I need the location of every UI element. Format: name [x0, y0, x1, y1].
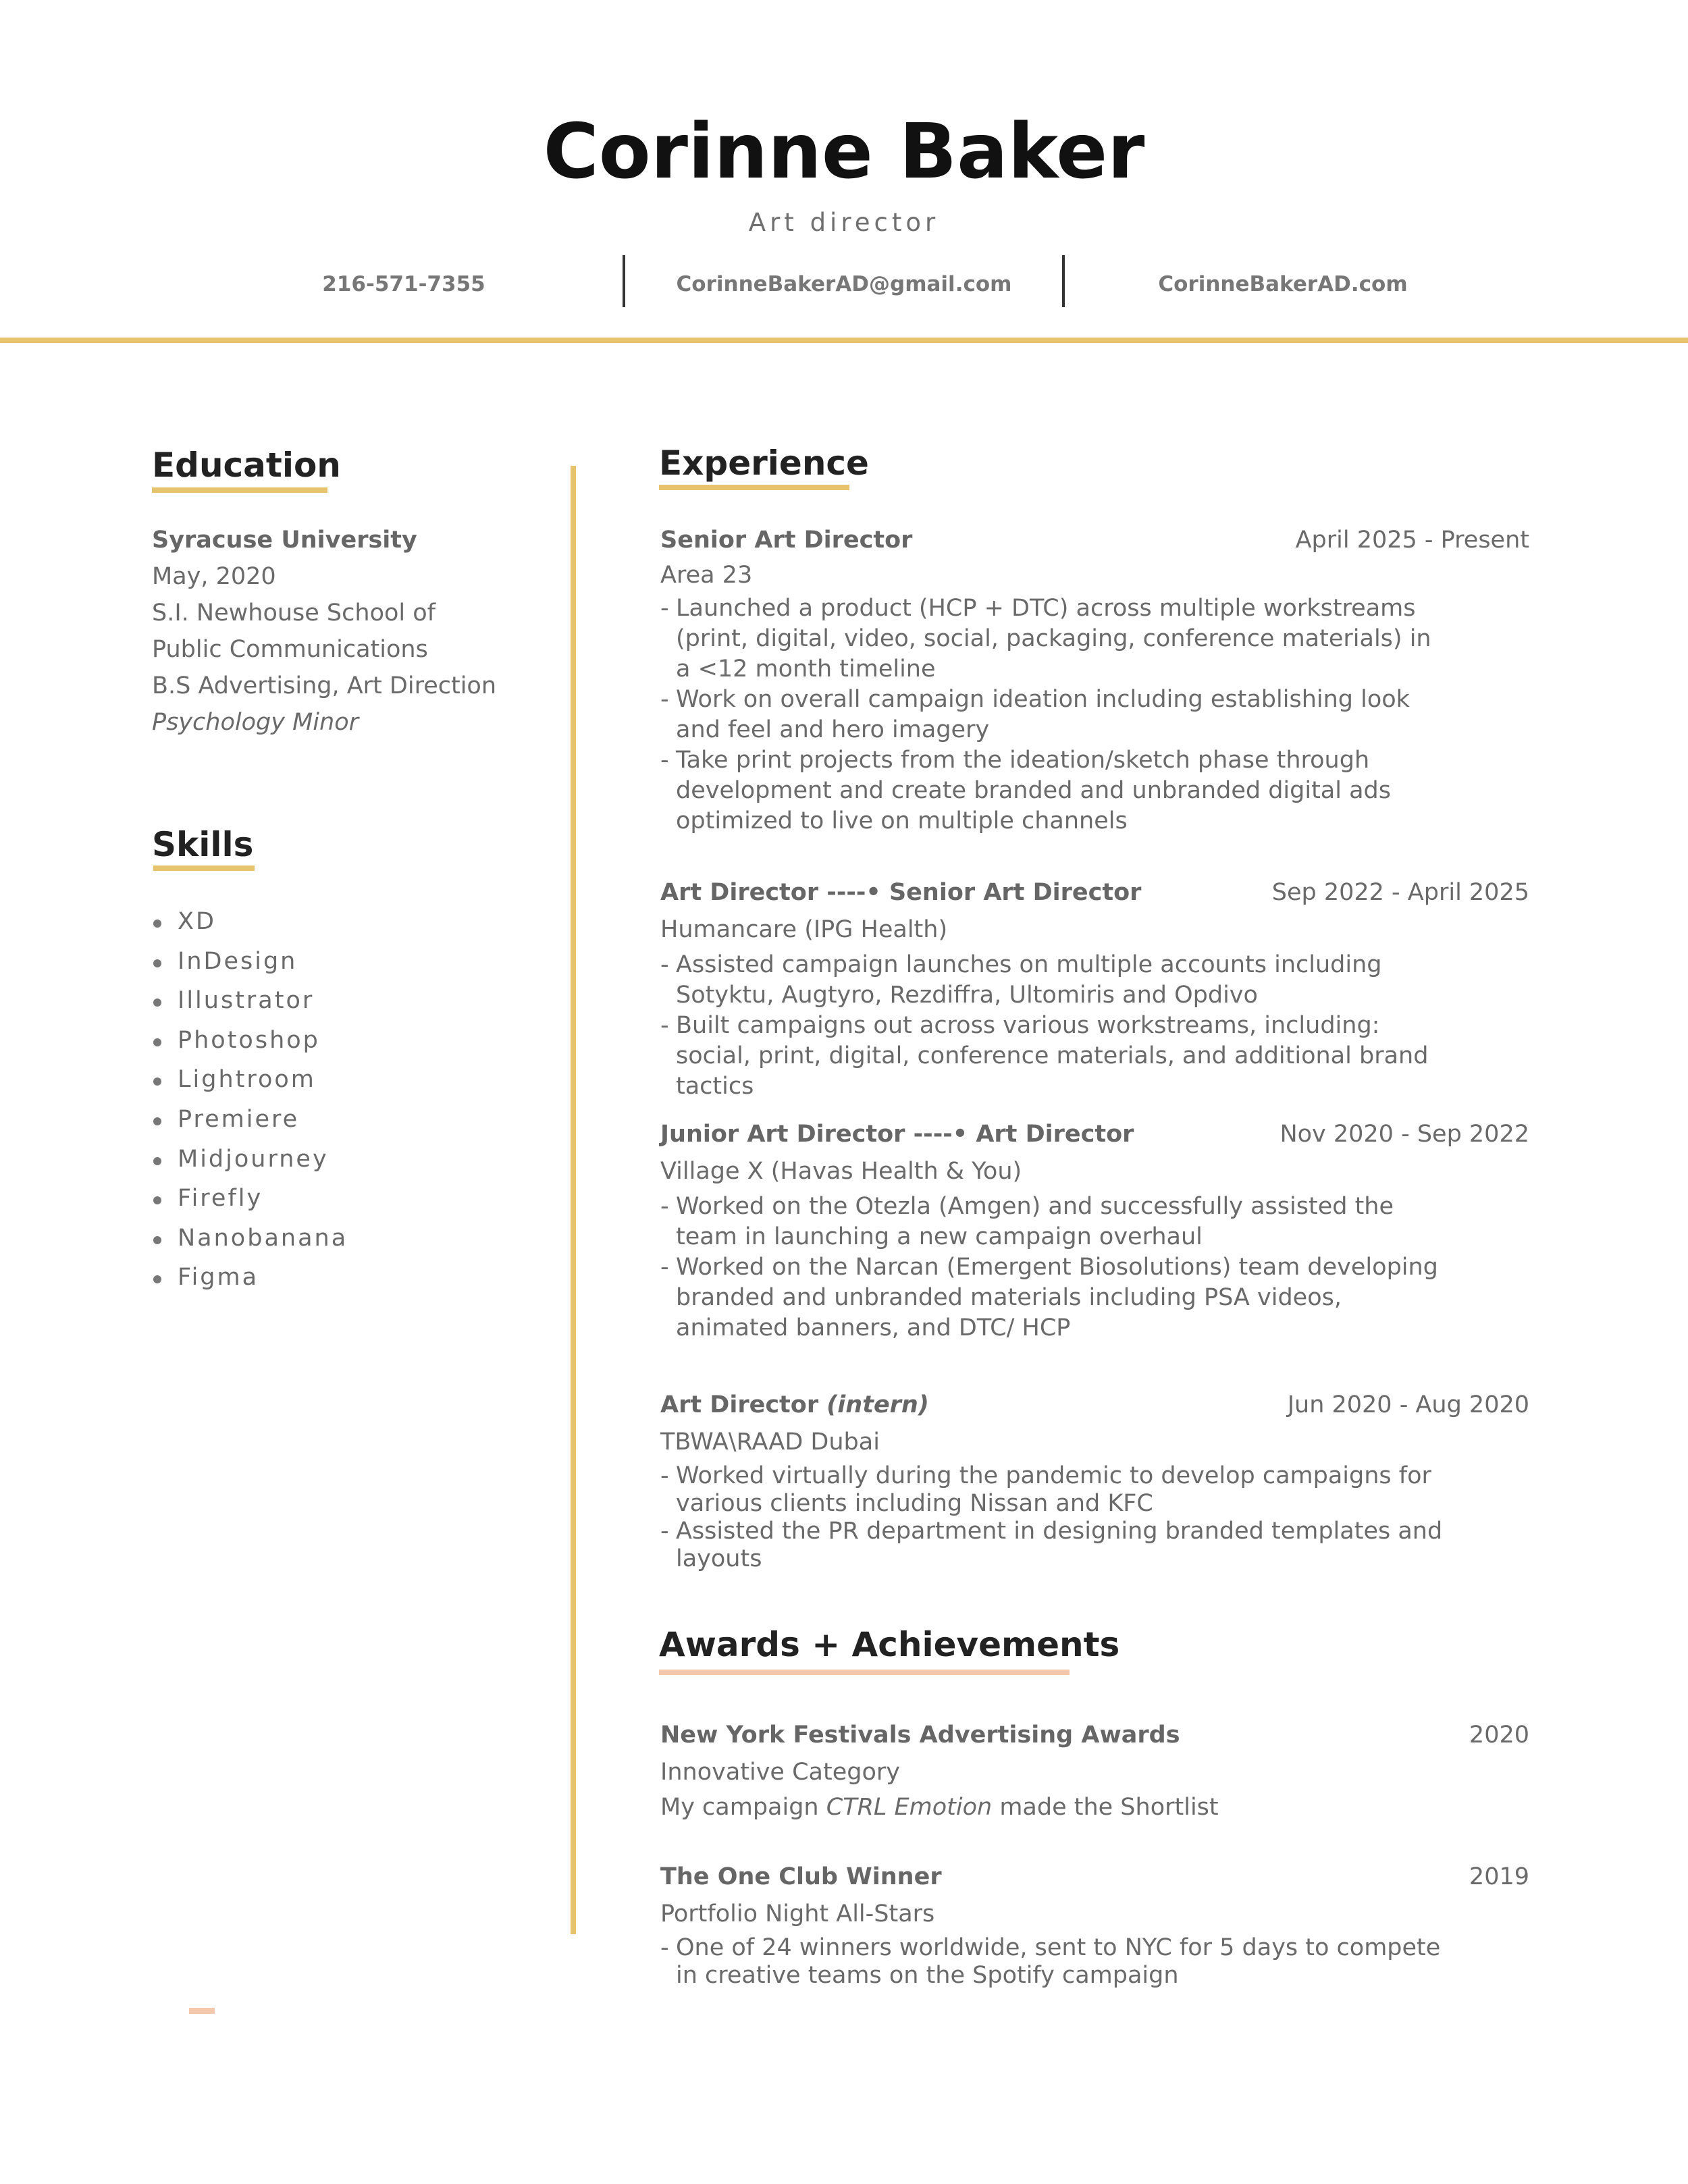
column-divider: [571, 466, 576, 1934]
company-name: Village X (Havas Health & You): [660, 1158, 1022, 1185]
skill-item: Premiere: [152, 1100, 348, 1140]
job-bullets: [660, 1462, 1529, 1573]
job-title-from: Art Director: [660, 879, 819, 906]
job-bullet: - Take print projects from the ideation/sketch phase through development and create branded and unbranded digital ads optimized to live on multiple channels: [660, 745, 1452, 836]
job-title: Senior Art Director: [660, 527, 913, 554]
college-name-line2: Public Communications: [152, 636, 428, 663]
heading-underline: [152, 487, 327, 493]
heading-underline: [153, 865, 255, 871]
award-entry: [660, 1718, 1529, 1822]
award-category: Innovative Category: [660, 1759, 900, 1786]
contact-divider: [1062, 255, 1065, 307]
job-title-from: Junior Art Director: [660, 1121, 905, 1148]
job-entry: [660, 1388, 1529, 1573]
job-bullets: [660, 950, 1529, 1102]
decorative-dash: [189, 2008, 215, 2014]
skill-item: Nanobanana: [152, 1219, 348, 1258]
job-dates: April 2025 - Present: [1295, 527, 1529, 554]
promotion-arrow: ----•: [913, 1121, 968, 1148]
heading-underline: [659, 485, 849, 490]
graduation-date: May, 2020: [152, 563, 276, 590]
skill-item: Illustrator: [152, 981, 348, 1021]
award-year: 2020: [1469, 1722, 1529, 1749]
education-heading: Education: [152, 446, 341, 485]
job-role: Art director: [748, 208, 940, 237]
header-rule: [0, 338, 1688, 343]
award-category: Portfolio Night All-Stars: [660, 1900, 935, 1927]
award-year: 2019: [1469, 1863, 1529, 1890]
promotion-arrow: ----•: [826, 879, 881, 906]
job-dates: Sep 2022 - April 2025: [1271, 879, 1529, 906]
job-title-suffix: (intern): [826, 1391, 929, 1418]
job-bullet: - Worked virtually during the pandemic to develop campaigns for various clients including Nissan and KFC: [660, 1462, 1452, 1518]
award-bullet: - One of 24 winners worldwide, sent to NYC for 5 days to compete in creative teams on the Spotify campaign: [660, 1934, 1452, 1990]
skill-item: Lightroom: [152, 1060, 348, 1100]
job-bullet: - Work on overall campaign ideation including establishing look and feel and hero imagery: [660, 685, 1452, 745]
job-bullets: [660, 593, 1529, 836]
job-dates: Jun 2020 - Aug 2020: [1287, 1391, 1529, 1418]
award-bullets: [660, 1934, 1529, 1990]
job-bullets: [660, 1192, 1529, 1343]
college-name-line1: S.I. Newhouse School of: [152, 600, 436, 627]
company-name: Humancare (IPG Health): [660, 916, 948, 943]
award-entry: [660, 1860, 1529, 1990]
job-bullet: - Built campaigns out across various workstreams, including: social, print, digital, conference materials, and additional brand tactics: [660, 1011, 1452, 1102]
skill-item: XD: [152, 902, 348, 942]
award-desc-text: My campaign: [660, 1794, 826, 1821]
skill-item: Photoshop: [152, 1021, 348, 1061]
job-bullet: - Launched a product (HCP + DTC) across multiple workstreams (print, digital, video, social, packaging, conference materials) in a <12 month timeline: [660, 593, 1452, 685]
award-title: The One Club Winner: [660, 1863, 942, 1890]
contact-divider: [623, 255, 625, 307]
degree: B.S Advertising, Art Direction: [152, 672, 497, 699]
award-description: [660, 1792, 1529, 1822]
job-title-to: Senior Art Director: [889, 879, 1142, 906]
job-title-to: Art Director: [976, 1121, 1134, 1148]
experience-heading: Experience: [659, 444, 869, 483]
skill-item: Midjourney: [152, 1140, 348, 1179]
awards-heading: Awards + Achievements: [659, 1625, 1120, 1664]
phone-number: 216-571-7355: [322, 272, 485, 296]
minor: Psychology Minor: [152, 709, 359, 736]
website-link[interactable]: CorinneBakerAD.com: [1158, 272, 1408, 296]
job-bullet: - Assisted campaign launches on multiple accounts including Sotyktu, Augtyro, Rezdiffra, Ultomiris and Opdivo: [660, 950, 1452, 1011]
job-title-main: Art Director: [660, 1391, 819, 1418]
candidate-name: Corinne Baker: [543, 108, 1145, 196]
company-name: TBWA\RAAD Dubai: [660, 1429, 880, 1456]
education-block: [152, 522, 496, 741]
school-name: Syracuse University: [152, 527, 417, 554]
job-entry: [660, 1117, 1529, 1343]
skill-item: Figma: [152, 1258, 348, 1298]
award-desc-text: made the Shortlist: [992, 1794, 1219, 1821]
company-name: Area 23: [660, 562, 753, 589]
email-link[interactable]: CorinneBakerAD@gmail.com: [676, 272, 1012, 296]
job-bullet: - Worked on the Otezla (Amgen) and successfully assisted the team in launching a new campaign overhaul: [660, 1192, 1452, 1252]
award-title: New York Festivals Advertising Awards: [660, 1722, 1180, 1749]
skill-item: InDesign: [152, 942, 348, 982]
job-dates: Nov 2020 - Sep 2022: [1280, 1121, 1529, 1148]
job-bullet: - Worked on the Narcan (Emergent Biosolutions) team developing branded and unbranded materials including PSA videos, animated banners, and DTC/ HCP: [660, 1252, 1452, 1343]
job-entry: [660, 523, 1529, 836]
skills-list: [152, 902, 348, 1298]
heading-underline: [659, 1670, 1070, 1675]
skill-item: Firefly: [152, 1179, 348, 1219]
campaign-name: CTRL Emotion: [826, 1794, 993, 1821]
job-bullet: - Assisted the PR department in designing branded templates and layouts: [660, 1518, 1452, 1573]
job-entry: [660, 876, 1529, 1102]
skills-heading: Skills: [152, 825, 254, 864]
